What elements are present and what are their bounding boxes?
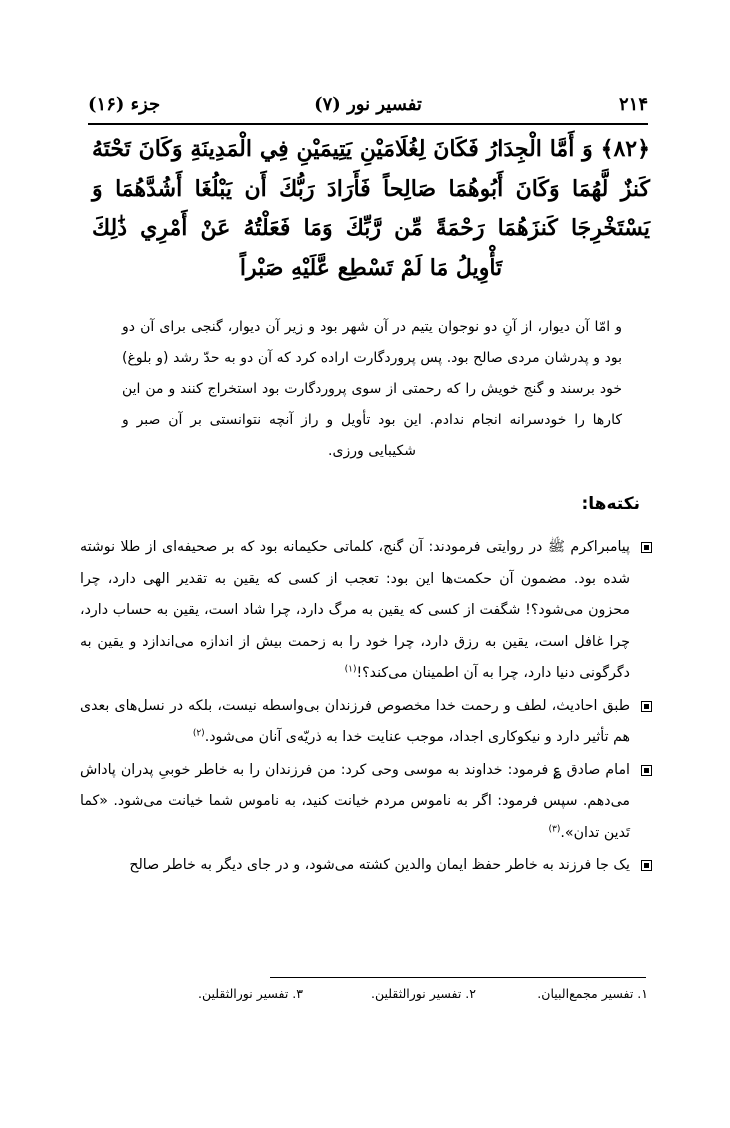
footnote-ref: (۱) bbox=[344, 664, 357, 675]
page-number: ۲۱۴ bbox=[618, 94, 648, 115]
note-item bbox=[80, 691, 652, 754]
square-bullet-icon bbox=[641, 542, 652, 553]
square-bullet-icon bbox=[641, 765, 652, 776]
square-bullet-icon bbox=[641, 701, 652, 712]
footnote-ref: (۳) bbox=[548, 823, 561, 834]
square-bullet-icon bbox=[641, 860, 652, 871]
note-text: پیامبراکرم ﷺ در روایتی فرمودند: آن گنج، کلماتی حکیمانه بود که بر صحیفه‌ای از طلا نوشته شده بود. مضمون آن حکمت‌ها این بود: تعجب از کسی که یقین به تقدیر الهی دارد، چرا محزون می‌شود؟! شگفت از کسی که یقین به مرگ دارد، چرا شاد است، یقین به حساب دارد، چرا غافل است، یقین به رزق دارد، چرا خود را به زحمت بیش از اندازه می‌اندازد و یقین به دگرگونی دنیا دارد، چرا به آن اطمینان می‌کند؟! bbox=[80, 539, 630, 681]
note-item bbox=[80, 532, 652, 690]
footnotes bbox=[160, 986, 648, 1010]
part-number: جزء (۱۶) bbox=[88, 94, 161, 115]
footnote-ref: (۲) bbox=[192, 728, 205, 739]
note-item bbox=[80, 755, 652, 850]
book-title: تفسیر نور (۷) bbox=[314, 94, 422, 115]
header-divider bbox=[88, 123, 648, 125]
page-header bbox=[88, 92, 648, 122]
footnote-3: ۳. تفسیر نورالثقلین. bbox=[197, 986, 303, 1001]
note-text: طبق احادیث، لطف و رحمت خدا مخصوص فرزندان بی‌واسطه نیست، بلکه در نسل‌های بعدی هم تأثیر دارد و نیکوکاری اجداد، موجب عنایت خدا به ذریّه‌ی آنان می‌شود. bbox=[80, 697, 630, 745]
footnote-2: ۲. تفسیر نورالثقلین. bbox=[370, 986, 476, 1001]
footnote-1: ۱. تفسیر مجمع‌البیان. bbox=[537, 986, 648, 1001]
note-text: یک جا فرزند به خاطر حفظ ایمان والدین کشته می‌شود، و در جای دیگر به خاطر صالح bbox=[129, 857, 630, 873]
notes-heading: نکته‌ها: bbox=[581, 494, 640, 514]
note-item bbox=[80, 850, 652, 882]
quran-verse: ﴿۸۲﴾ وَ أَمَّا الْجِدَارُ فَكَانَ لِغُلَامَيْنِ يَتِيمَيْنِ فِي الْمَدِينَةِ وَكَانَ تَحْتَهُ كَنزٌ لَّهُمَا وَكَانَ أَبُوهُمَا صَالِحاً فَأَرَادَ رَبُّكَ أَن يَبْلُغَا أَشُدَّهُمَا وَ يَسْتَخْرِجَا كَنزَهُمَا رَحْمَةً مِّن رَّبِّكَ وَمَا فَعَلْتُهُ عَنْ أَمْرِي ذَٰلِكَ تَأْوِيلُ مَا لَمْ تَسْطِع عَّلَيْهِ صَبْراً bbox=[92, 136, 650, 281]
note-text: امام صادق ؏ فرمود: خداوند به موسی وحی کرد: من فرزندان را به خاطر خوبیِ پدران پاداش می‌دهم. سپس فرمود: اگر به ناموس مردم خیانت کنید، به ناموس شما خیانت می‌شود. «کما تَدین تدان». bbox=[80, 761, 630, 841]
verse-translation: و امّا آن دیوار، از آنِ دو نوجوان یتیم در آن شهر بود و زیر آن دیوار، گنجی برای آن دو بود و پدرشان مردی صالح بود. پس پروردگارت اراده کرد که آن دو به حدّ رشد (و بلوغ) خود برسند و گنج خویش را که رحمتی از سوی پروردگارت بود استخراج کنند و من این کارها را خودسرانه انجام ندادم. این بود تأویل و راز آنچه نتوانستی بر آن صبر و شکیبایی ورزی. bbox=[122, 319, 622, 459]
notes-list bbox=[80, 532, 652, 883]
footnote-divider bbox=[270, 977, 646, 978]
